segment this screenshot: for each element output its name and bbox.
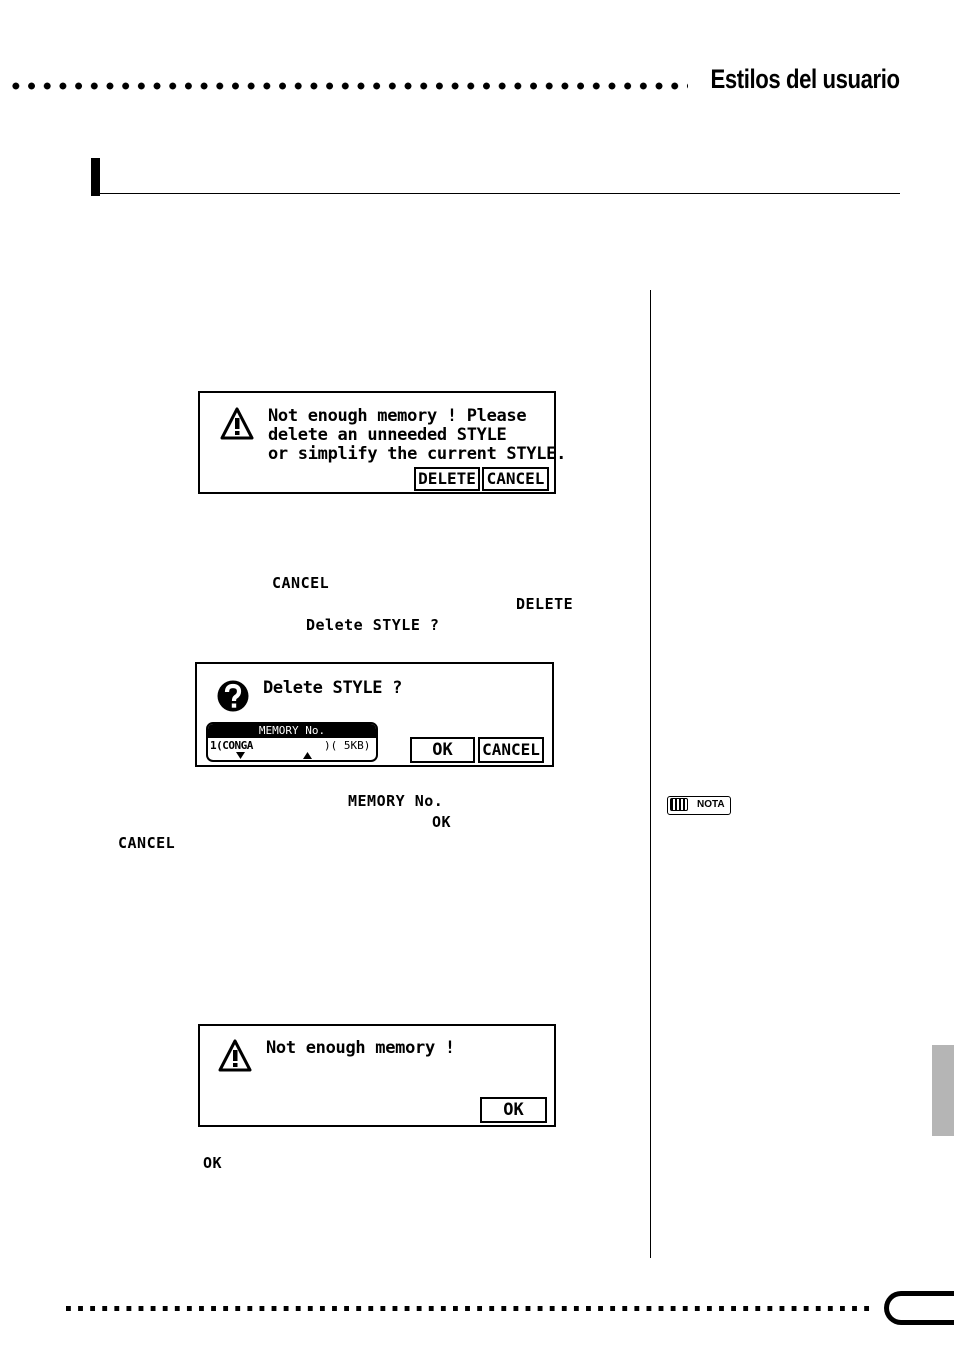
dialog-message: Not enough memory ! Please delete an unneeded STYLE or simplify the current STYLE. [268, 406, 567, 464]
inline-ok-label: OK [432, 813, 452, 831]
page-number-oval [884, 1291, 954, 1325]
chapter-tab [932, 1045, 954, 1136]
warning-icon [218, 1039, 252, 1073]
dialog-question: Delete STYLE ? [263, 678, 403, 698]
column-divider [650, 290, 651, 1258]
delete-style-dialog [195, 662, 554, 767]
memory-full-dialog [198, 391, 567, 494]
delete-button[interactable]: DELETE [414, 467, 480, 491]
note-label: NOTA [697, 799, 725, 810]
inline-memory-no-label: MEMORY No. [348, 792, 444, 810]
page-header-title: Estilos del usuario [710, 64, 900, 94]
memory-full-info-dialog [198, 1024, 556, 1127]
ok-button[interactable]: OK [410, 737, 475, 763]
keyboard-icon [670, 798, 688, 811]
inline-delete-label: DELETE [516, 595, 574, 613]
inline-cancel-label: CANCEL [272, 574, 330, 592]
memory-style-size: )( 5KB) [324, 739, 371, 752]
memory-style-name: 1(CONGA [210, 739, 253, 752]
scroll-down-icon[interactable] [236, 752, 245, 759]
cancel-button[interactable]: CANCEL [482, 467, 549, 491]
section-rule [100, 193, 900, 194]
inline-delete-style-label: Delete STYLE ? [306, 616, 440, 634]
section-marker [91, 158, 100, 196]
inline-ok-label-2: OK [203, 1154, 223, 1172]
memory-selector-header: MEMORY No. [208, 724, 376, 738]
dialog-message: Not enough memory ! [266, 1038, 455, 1058]
header-dotted-line [8, 80, 688, 92]
inline-cancel-label-2: CANCEL [118, 834, 176, 852]
cancel-button[interactable]: CANCEL [478, 737, 544, 763]
scroll-up-icon[interactable] [303, 752, 312, 759]
footer-dotted-line [66, 1304, 870, 1314]
memory-number-selector[interactable] [206, 722, 378, 762]
question-icon [216, 679, 250, 713]
warning-icon [220, 407, 254, 441]
ok-button[interactable]: OK [480, 1097, 547, 1123]
